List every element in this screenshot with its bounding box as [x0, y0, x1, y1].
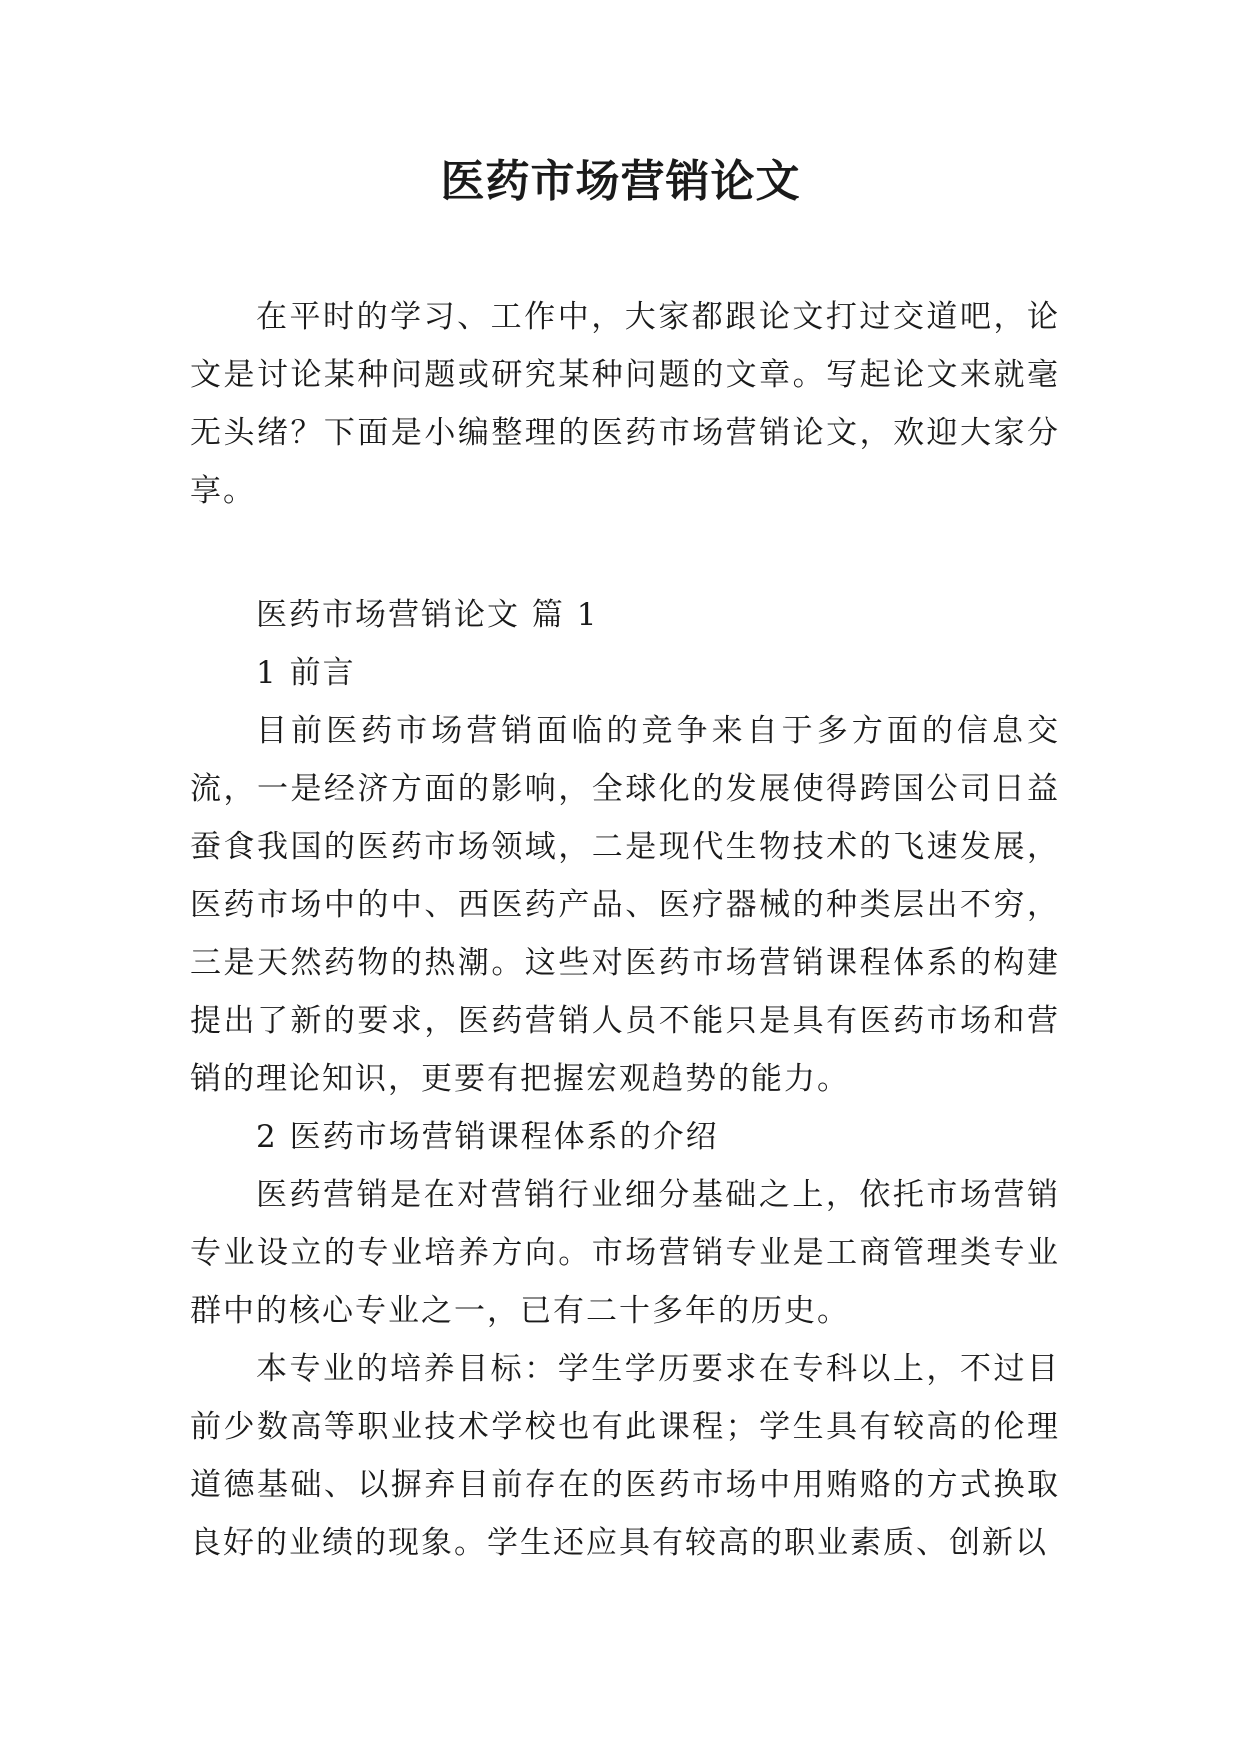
document-body [190, 288, 1060, 1572]
paragraph-course-system: 医药营销是在对营销行业细分基础之上，依托市场营销专业设立的专业培养方向。市场营销专业是工商管理类专业群中的核心专业之一，已有二十多年的历史。 [190, 1177, 1060, 1329]
paragraph-training-goals: 本专业的培养目标：学生学历要求在专科以上，不过目前少数高等职业技术学校也有此课程；学生具有较高的伦理道德基础、以摒弃目前存在的医药市场中用贿赂的方式换取良好的业绩的现象。学生还应具有较高的职业素质、创新以 [190, 1351, 1060, 1561]
paragraph-preface: 目前医药市场营销面临的竞争来自于多方面的信息交流，一是经济方面的影响，全球化的发展使得跨国公司日益蚕食我国的医药市场领域，二是现代生物技术的飞速发展，医药市场中的中、西医药产品、医疗器械的种类层出不穷，三是天然药物的热潮。这些对医药市场营销课程体系的构建提出了新的要求，医药营销人员不能只是具有医药市场和营销的理论知识，更要有把握宏观趋势的能力。 [190, 713, 1060, 1097]
document-title: 医药市场营销论文 [440, 156, 801, 207]
heading-preface: 1 前言 [256, 655, 356, 691]
intro-paragraph: 在平时的学习、工作中，大家都跟论文打过交道吧，论文是讨论某种问题或研究某种问题的文章。写起论文来就毫无头绪？下面是小编整理的医药市场营销论文，欢迎大家分享。 [190, 299, 1060, 509]
section-title: 医药市场营销论文 篇 1 [256, 597, 599, 633]
section-spacer [190, 520, 1060, 586]
heading-course-system: 2 医药市场营销课程体系的介绍 [256, 1119, 719, 1155]
